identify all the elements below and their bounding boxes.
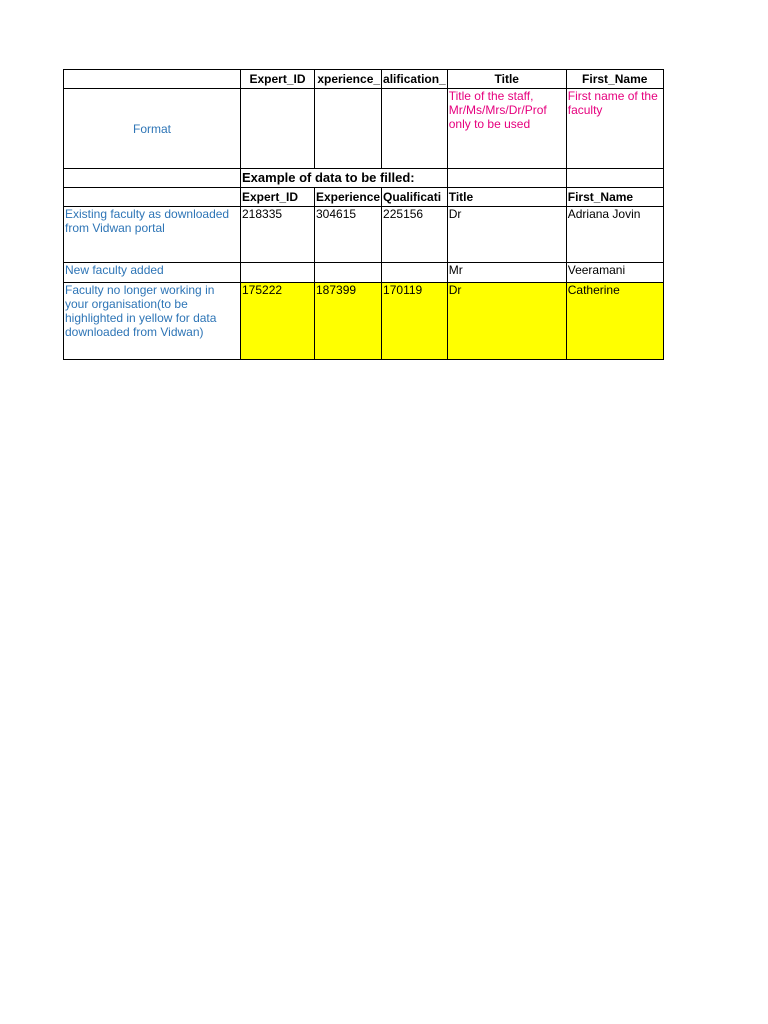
sub-header-title[interactable]: Title [447, 188, 566, 207]
header-title[interactable]: Title [447, 70, 566, 89]
sub-header-qualification[interactable]: Qualificati [382, 188, 448, 207]
row-experience[interactable]: 187399 [315, 283, 382, 360]
example-heading-title-cell[interactable] [447, 169, 566, 188]
table-row [64, 207, 664, 263]
format-label[interactable]: Format [64, 89, 241, 169]
header-experience[interactable]: xperience_ [315, 70, 382, 89]
format-qualification-cell[interactable] [382, 89, 448, 169]
header-first-name[interactable]: First_Name [566, 70, 663, 89]
example-heading-row [64, 169, 664, 188]
sub-header-expert-id[interactable]: Expert_ID [241, 188, 315, 207]
row-qualification[interactable] [382, 263, 448, 283]
sub-header-first-name[interactable]: First_Name [566, 188, 663, 207]
row-expert-id[interactable]: 175222 [241, 283, 315, 360]
row-qualification[interactable]: 225156 [382, 207, 448, 263]
row-experience[interactable]: 304615 [315, 207, 382, 263]
format-experience-cell[interactable] [315, 89, 382, 169]
sub-header-row [64, 188, 664, 207]
header-expert-id[interactable]: Expert_ID [241, 70, 315, 89]
row-experience[interactable] [315, 263, 382, 283]
row-first-name[interactable]: Adriana Jovin [566, 207, 663, 263]
format-first-name-note[interactable]: First name of the faculty [566, 89, 663, 169]
header-row [64, 70, 664, 89]
row-title[interactable]: Dr [447, 207, 566, 263]
row-first-name[interactable]: Catherine [566, 283, 663, 360]
example-heading[interactable]: Example of data to be filled: [241, 169, 448, 188]
row-expert-id[interactable] [241, 263, 315, 283]
row-expert-id[interactable]: 218335 [241, 207, 315, 263]
table-row [64, 263, 664, 283]
table-row-highlighted [64, 283, 664, 360]
example-heading-first-name-cell[interactable] [566, 169, 663, 188]
row-qualification[interactable]: 170119 [382, 283, 448, 360]
format-row [64, 89, 664, 169]
header-cell-empty[interactable] [64, 70, 241, 89]
sub-header-empty[interactable] [64, 188, 241, 207]
format-title-note[interactable]: Title of the staff, Mr/Ms/Mrs/Dr/Prof only to be used [447, 89, 566, 169]
row-label[interactable]: Existing faculty as downloaded from Vidwan portal [64, 207, 241, 263]
spreadsheet-table [63, 69, 664, 360]
example-heading-empty[interactable] [64, 169, 241, 188]
sub-header-experience[interactable]: Experience [315, 188, 382, 207]
row-label[interactable]: Faculty no longer working in your organisation(to be highlighted in yellow for data downloaded from Vidwan) [64, 283, 241, 360]
row-first-name[interactable]: Veeramani [566, 263, 663, 283]
row-title[interactable]: Dr [447, 283, 566, 360]
row-label[interactable]: New faculty added [64, 263, 241, 283]
format-expert-id-cell[interactable] [241, 89, 315, 169]
row-title[interactable]: Mr [447, 263, 566, 283]
header-qualification[interactable]: alification_ [382, 70, 448, 89]
